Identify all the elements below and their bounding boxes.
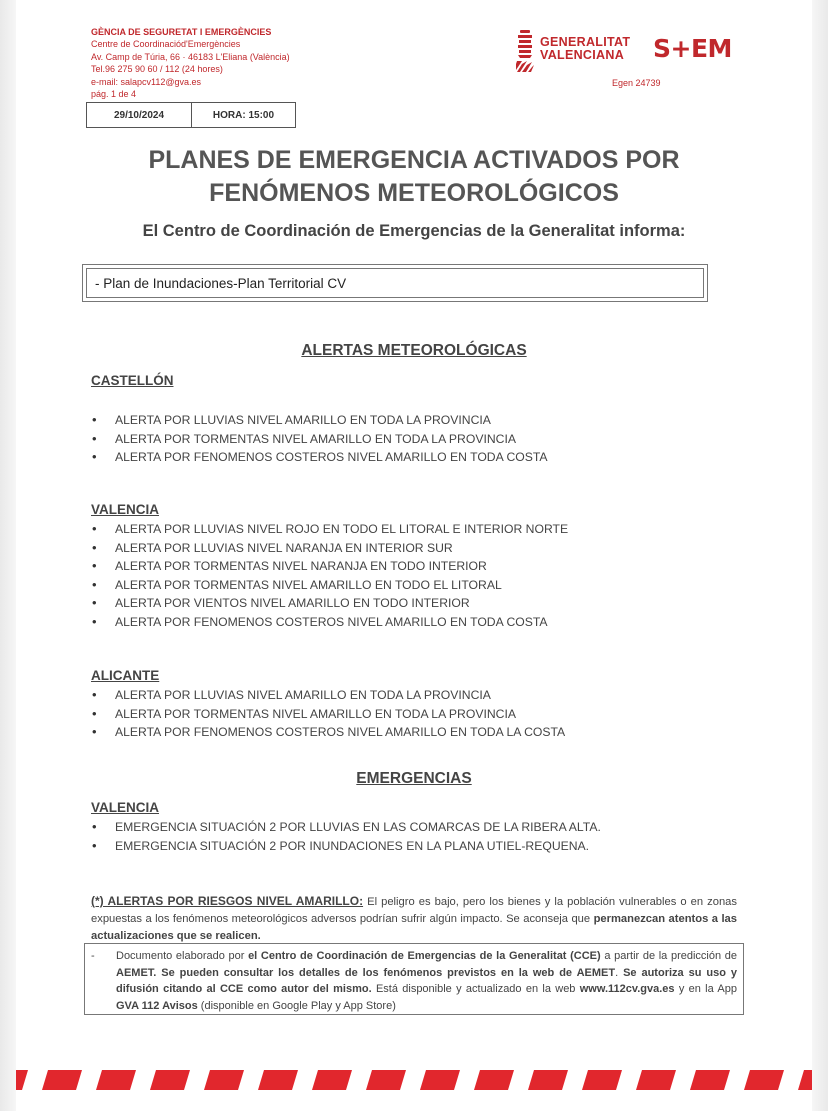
disclaimer-part: . xyxy=(615,966,624,979)
list-item: • ALERTA POR LLUVIAS NIVEL AMARILLO EN TODA LA PROVINCIA xyxy=(91,686,565,705)
list-item: • ALERTA POR TORMENTAS NIVEL NARANJA EN TODO INTERIOR xyxy=(91,557,568,576)
note-text: El peligro es bajo, pero los bienes y la población vulnerables o en zonas expuestas a los fenómenos meteorológicos adversos podrían sufrir algún impacto. Se aconseja que xyxy=(91,896,737,925)
region-valencia: VALENCIA xyxy=(91,502,160,517)
disclaimer-bold: Se autoriza su uso y difusión citando al CCE como autor del mismo. xyxy=(116,966,737,995)
date-cell: 29/10/2024 xyxy=(87,103,192,127)
header-email: e-mail: salapcv112@gva.es xyxy=(91,76,202,87)
list-item: • ALERTA POR VIENTOS NIVEL AMARILLO EN TODO INTERIOR xyxy=(91,594,568,613)
logo-line: GENERALITAT xyxy=(540,35,631,49)
app-name: GVA 112 Avisos xyxy=(116,999,198,1012)
emergency-list xyxy=(91,818,601,855)
list-item: • EMERGENCIA SITUACIÓN 2 POR LLUVIAS EN LAS COMARCAS DE LA RIBERA ALTA. xyxy=(91,818,601,837)
note-bold-end: permanezcan atentos a las actualizaciones que se realicen. xyxy=(91,913,737,942)
list-item: • ALERTA POR LLUVIAS NIVEL AMARILLO EN TODA LA PROVINCIA xyxy=(91,411,548,430)
activated-plan-box xyxy=(82,264,708,302)
list-item: • ALERTA POR FENOMENOS COSTEROS NIVEL AMARILLO EN TODA COSTA xyxy=(91,613,568,632)
region-alicante: ALICANTE xyxy=(91,668,160,683)
logo-line: VALENCIANA xyxy=(540,48,625,62)
emergency-region-valencia: VALENCIA xyxy=(91,800,160,815)
time-cell: HORA: 15:00 xyxy=(212,109,275,121)
disclaimer-part: a partir de la predicción de xyxy=(600,950,737,962)
page-subtitle: El Centro de Coordinación de Emergencias de la Generalitat informa: xyxy=(142,222,686,240)
page-margin-left xyxy=(0,0,16,1111)
header-line: Tel.96 275 90 60 / 112 (24 hores) xyxy=(91,64,223,75)
sem-logo: S+EM xyxy=(653,34,732,63)
disclaimer-part: Está disponible y actualizado en la web xyxy=(371,983,580,995)
yellow-level-note xyxy=(91,893,737,945)
disclaimer-box xyxy=(84,943,744,1015)
page-number: pág. 1 de 4 xyxy=(91,89,137,100)
list-item: • ALERTA POR FENOMENOS COSTEROS NIVEL AMARILLO EN TODA COSTA xyxy=(91,448,548,467)
list-item: • EMERGENCIA SITUACIÓN 2 POR INUNDACIONES EN LA PLANA UTIEL-REQUENA. xyxy=(91,837,601,856)
page-margin-right xyxy=(812,0,828,1111)
list-item: • ALERTA POR FENOMENOS COSTEROS NIVEL AMARILLO EN TODA LA COSTA xyxy=(91,723,565,742)
header-line: Av. Camp de Túria, 66 · 46183 L'Eliana (València) xyxy=(91,51,290,62)
date-time-box xyxy=(86,102,296,128)
disclaimer-part: y en la App xyxy=(674,983,737,995)
list-item: • ALERTA POR LLUVIAS NIVEL ROJO EN TODO EL LITORAL E INTERIOR NORTE xyxy=(91,520,568,539)
title-line: FENÓMENOS METEOROLÓGICOS xyxy=(209,179,619,207)
page-title xyxy=(16,144,812,210)
castellon-alert-list xyxy=(91,411,548,467)
disclaimer-bold: AEMET. Se pueden consultar los detalles de los fenómenos previstos en la web de AEMET xyxy=(116,966,616,979)
disclaimer-part: (disponible en Google Play y App Store) xyxy=(197,999,396,1012)
disclaimer-dash: - xyxy=(91,950,95,962)
generalitat-logo-text xyxy=(540,36,630,62)
note-lead: (*) ALERTAS POR RIESGOS NIVEL AMARILLO: xyxy=(91,894,364,908)
header-contact-block xyxy=(91,26,290,100)
title-line: PLANES DE EMERGENCIA ACTIVADOS POR xyxy=(148,146,680,174)
emergencies-section-title: EMERGENCIAS xyxy=(356,770,472,787)
list-item: • ALERTA POR TORMENTAS NIVEL AMARILLO EN TODA LA PROVINCIA xyxy=(91,705,565,724)
document-page xyxy=(16,0,812,1111)
disclaimer-part: Documento elaborado por xyxy=(116,950,249,962)
website-link[interactable]: www.112cv.gva.es xyxy=(579,983,675,995)
list-item: • ALERTA POR LLUVIAS NIVEL NARANJA EN INTERIOR SUR xyxy=(91,539,568,558)
header-org: GÈNCIA DE SEGURETAT I EMERGÈNCIES xyxy=(91,27,272,37)
list-item: • ALERTA POR TORMENTAS NIVEL AMARILLO EN TODA LA PROVINCIA xyxy=(91,430,548,449)
header-line: Centre de Coordinaciód'Emergències xyxy=(91,39,241,50)
hazard-tape-border xyxy=(16,1068,812,1090)
disclaimer-bold: el Centro de Coordinación de Emergencias de la Generalitat (CCE) xyxy=(248,950,601,962)
activated-plan-text: - Plan de Inundaciones-Plan Territorial CV xyxy=(86,268,704,298)
list-item: • ALERTA POR TORMENTAS NIVEL AMARILLO EN TODO EL LITORAL xyxy=(91,576,568,595)
region-castellon: CASTELLÓN xyxy=(91,373,174,388)
disclaimer-text xyxy=(116,948,737,1014)
alicante-alert-list xyxy=(91,686,565,742)
valencia-alert-list xyxy=(91,520,568,631)
alerts-section-title: ALERTAS METEOROLÓGICAS xyxy=(301,342,527,359)
egen-code: Egen 24739 xyxy=(612,78,661,88)
